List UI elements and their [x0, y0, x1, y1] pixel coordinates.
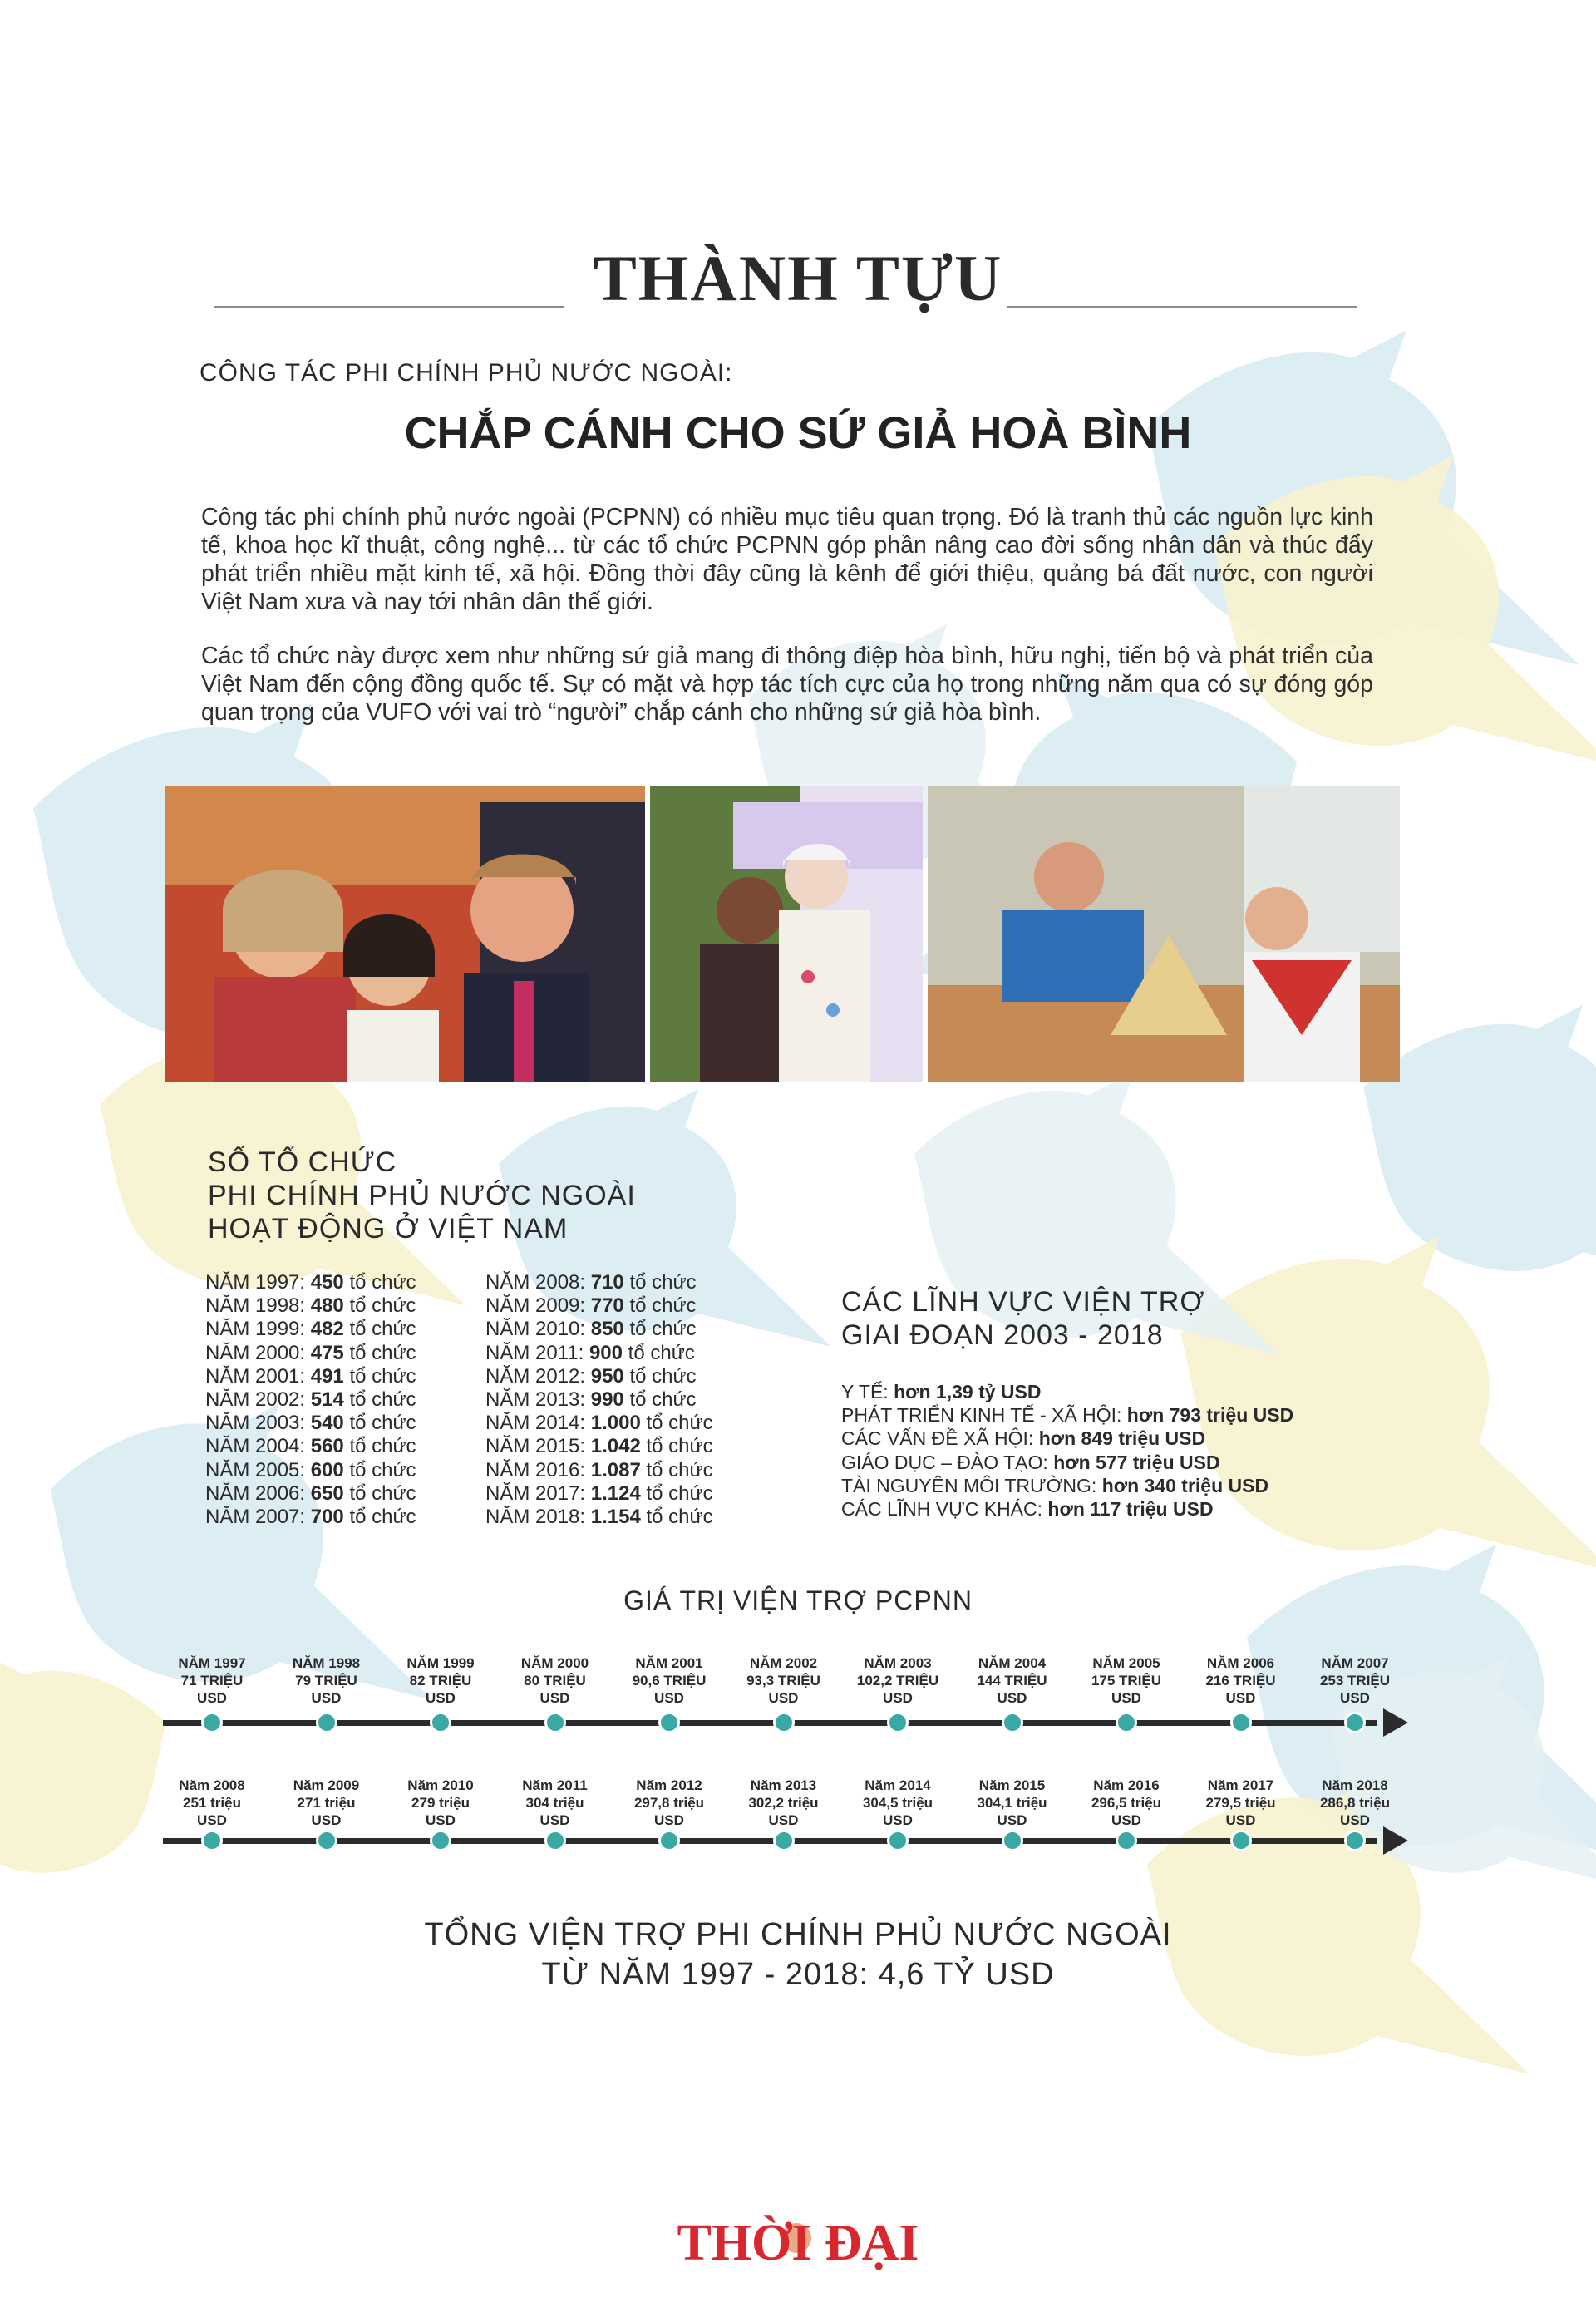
- timeline-dot: [544, 1830, 566, 1851]
- timeline-label: Năm 2018 286,8 triệu USD: [1319, 1777, 1391, 1828]
- org-count-col-2: [485, 1271, 713, 1529]
- timeline-dot: [201, 1830, 223, 1851]
- list-item: NĂM 1999: 482 tổ chức: [205, 1318, 416, 1341]
- thoi-dai-logo: [0, 2210, 1596, 2280]
- arrow-right-icon: [1383, 1826, 1408, 1855]
- timeline-line-2: [163, 1838, 1377, 1844]
- list-item: NĂM 2016: 1.087 tổ chức: [485, 1458, 713, 1481]
- timeline-dot: [316, 1712, 337, 1733]
- timeline-dot: [544, 1712, 566, 1733]
- list-item: CÁC VẤN ĐỀ XÃ HỘI: hơn 849 triệu USD: [841, 1427, 1206, 1450]
- timeline-label: NĂM 2007 253 TRIỆU USD: [1319, 1655, 1391, 1706]
- photo-two-women: [650, 786, 923, 1082]
- total-aid: TỔNG VIỆN TRỢ PHI CHÍNH PHỦ NƯỚC NGOÀI TỪ NĂM 1997 - 2018: 4,6 TỶ USD: [424, 1917, 1172, 1992]
- list-item: NĂM 2004: 560 tổ chức: [205, 1435, 416, 1458]
- kicker: CÔNG TÁC PHI CHÍNH PHỦ NƯỚC NGOÀI:: [200, 359, 733, 387]
- timeline-label: NĂM 2003 102,2 TRIỆU USD: [856, 1655, 939, 1706]
- timeline-label: Năm 2009 271 triệu USD: [293, 1777, 360, 1828]
- list-item: PHÁT TRIỂN KINH TẾ - XÃ HỘI: hơn 793 triệu USD: [841, 1404, 1294, 1427]
- timeline-label: Năm 2014 304,5 triệu USD: [862, 1777, 933, 1828]
- list-item: Y TẾ: hơn 1,39 tỷ USD: [841, 1381, 1042, 1402]
- list-item: NĂM 2006: 650 tổ chức: [205, 1481, 416, 1505]
- timeline-dot: [773, 1712, 795, 1733]
- svg-text:THỜI ĐẠI: THỜI ĐẠI: [677, 2215, 919, 2271]
- list-item: NĂM 2017: 1.124 tổ chức: [485, 1481, 713, 1505]
- list-item: NĂM 2014: 1.000 tổ chức: [485, 1412, 713, 1435]
- timeline-dot: [1002, 1712, 1023, 1733]
- timeline-dot: [1344, 1712, 1366, 1733]
- arrow-right-icon: [1383, 1708, 1408, 1737]
- photo-craft-workshop: [928, 786, 1400, 1082]
- timeline-label: Năm 2016 296,5 triệu USD: [1091, 1777, 1162, 1828]
- aid-fields-heading: CÁC LĨNH VỰC VIỆN TRỢ GIAI ĐOẠN 2003 - 2018: [841, 1286, 1205, 1351]
- list-item: NĂM 2013: 990 tổ chức: [485, 1388, 697, 1412]
- list-item: NĂM 2000: 475 tổ chức: [205, 1341, 416, 1364]
- timeline-dot: [1230, 1712, 1252, 1733]
- timeline-label: NĂM 2004 144 TRIỆU USD: [977, 1655, 1047, 1706]
- timeline-dot: [1116, 1830, 1137, 1851]
- timeline-title: GIÁ TRỊ VIỆN TRỢ PCPNN: [623, 1585, 973, 1615]
- timeline-dot: [887, 1712, 909, 1733]
- list-item: NĂM 2011: 900 tổ chức: [485, 1341, 695, 1364]
- timeline-dot: [887, 1830, 909, 1851]
- list-item: NĂM 2007: 700 tổ chức: [205, 1506, 416, 1529]
- list-item: NĂM 2018: 1.154 tổ chức: [485, 1506, 713, 1529]
- org-count-heading: SỐ TỔ CHỨC PHI CHÍNH PHỦ NƯỚC NGOÀI HOẠT ĐỘNG Ở VIỆT NAM: [208, 1146, 636, 1245]
- logo-graphic: [648, 2210, 948, 2276]
- list-item: NĂM 2012: 950 tổ chức: [485, 1364, 697, 1388]
- list-item: CÁC LĨNH VỰC KHÁC: hơn 117 triệu USD: [841, 1498, 1214, 1521]
- list-item: NĂM 2001: 491 tổ chức: [205, 1364, 416, 1388]
- photo-volunteers-portrait: [165, 786, 645, 1082]
- timeline-line-1: [163, 1720, 1377, 1726]
- list-item: NĂM 1997: 450 tổ chức: [205, 1271, 416, 1294]
- timeline-dot: [773, 1830, 795, 1851]
- timeline-dot: [316, 1830, 337, 1851]
- timeline-dot: [1116, 1712, 1137, 1733]
- timeline-label: Năm 2010 279 triệu USD: [407, 1777, 474, 1828]
- timeline-dot: [1002, 1830, 1023, 1851]
- timeline-label: NĂM 2006 216 TRIỆU USD: [1205, 1655, 1276, 1706]
- intro-paragraph-2: Các tổ chức này được xem như những sứ giả mang đi thông điệp hòa bình, hữu nghị, tiến bộ và phát triển của Việt Nam đến cộng đồng quốc tế. Sự có mặt và hợp tác tích cực của họ trong những năm qua có sự đóng góp quan trọng của VUFO với vai trò “người” chắp cánh cho những sứ giả hòa bình.: [201, 643, 1373, 726]
- timeline-label: NĂM 2001 90,6 TRIỆU USD: [632, 1655, 707, 1706]
- list-item: NĂM 2002: 514 tổ chức: [205, 1388, 416, 1412]
- list-item: NĂM 2008: 710 tổ chức: [485, 1271, 697, 1294]
- section-title: THÀNH TỰU: [593, 242, 1003, 314]
- list-item: GIÁO DỤC – ĐÀO TẠO: hơn 577 triệu USD: [841, 1451, 1220, 1473]
- org-count-col-1: [205, 1271, 416, 1529]
- timeline-label: Năm 2017 279,5 triệu USD: [1205, 1777, 1276, 1828]
- timeline-label: NĂM 2005 175 TRIỆU USD: [1091, 1655, 1162, 1706]
- timeline-dot: [430, 1830, 451, 1851]
- list-item: TÀI NGUYÊN MÔI TRƯỜNG: hơn 340 triệu USD: [841, 1474, 1269, 1496]
- list-item: NĂM 2015: 1.042 tổ chức: [485, 1435, 713, 1458]
- list-item: NĂM 2010: 850 tổ chức: [485, 1318, 697, 1341]
- timeline-label: Năm 2011 304 triệu USD: [522, 1777, 588, 1828]
- list-item: NĂM 2009: 770 tổ chức: [485, 1294, 697, 1318]
- list-item: NĂM 2003: 540 tổ chức: [205, 1412, 416, 1435]
- timeline-label: Năm 2015 304,1 triệu USD: [977, 1777, 1047, 1828]
- timeline-label: NĂM 1998 79 TRIỆU USD: [292, 1655, 361, 1706]
- timeline-dot: [658, 1830, 680, 1851]
- timeline-label: NĂM 2002 93,3 TRIỆU USD: [746, 1655, 820, 1706]
- timeline-label: Năm 2013 302,2 triệu USD: [748, 1777, 819, 1828]
- timeline-dot: [658, 1712, 680, 1733]
- headline: CHẮP CÁNH CHO SỨ GIẢ HOÀ BÌNH: [404, 408, 1192, 458]
- timeline-dot: [201, 1712, 223, 1733]
- aid-fields-list: [841, 1380, 1293, 1521]
- intro-paragraph-1: Công tác phi chính phủ nước ngoài (PCPNN) có nhiều mục tiêu quan trọng. Đó là tranh thủ các nguồn lực kinh tế, khoa học kĩ thuật, công nghệ... từ các tổ chức PCPNN góp phần nâng cao đời sống nhân dân và thúc đẩy phát triển nhiều mặt kinh tế, xã hội. Đồng thời đây cũng là kênh để giới thiệu, quảng bá đất nước, con người Việt Nam xưa và nay tới nhân dân thế giới.: [201, 504, 1373, 615]
- timeline-label: Năm 2012 297,8 triệu USD: [633, 1777, 705, 1828]
- timeline-label: NĂM 2000 80 TRIỆU USD: [520, 1655, 589, 1706]
- list-item: NĂM 2005: 600 tổ chức: [205, 1458, 416, 1481]
- timeline-dot: [430, 1712, 451, 1733]
- timeline-label: NĂM 1999 82 TRIỆU USD: [406, 1655, 475, 1706]
- timeline-label: NĂM 1997 71 TRIỆU USD: [178, 1655, 246, 1706]
- list-item: NĂM 1998: 480 tổ chức: [205, 1294, 416, 1318]
- timeline-dot: [1344, 1830, 1366, 1851]
- timeline-label: Năm 2008 251 triệu USD: [179, 1777, 245, 1828]
- timeline-dot: [1230, 1830, 1252, 1851]
